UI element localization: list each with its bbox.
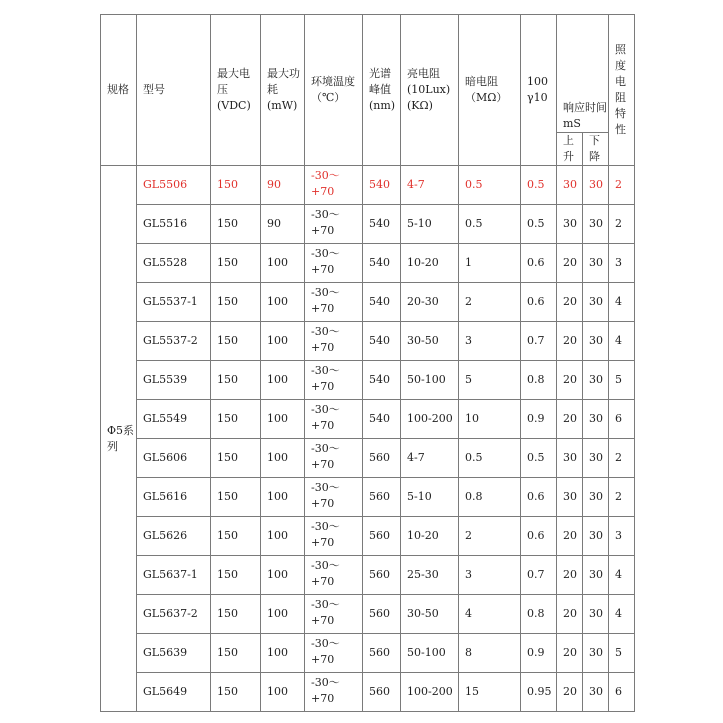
temp-low: -30～ <box>311 520 340 533</box>
cell-dark-resistance: 10 <box>459 400 521 439</box>
cell-gamma: 0.95 <box>521 673 557 712</box>
temp-high: +70 <box>311 653 335 666</box>
cell-light-resistance: 100-200 <box>401 673 459 712</box>
cell-temp <box>305 634 363 673</box>
cell-fall: 30 <box>583 244 609 283</box>
table-row <box>101 478 635 517</box>
cell-rise: 20 <box>557 400 583 439</box>
table-row <box>101 634 635 673</box>
cell-power: 90 <box>261 205 305 244</box>
spec-table <box>100 14 635 712</box>
cell-rise: 20 <box>557 595 583 634</box>
cell-light-resistance: 50-100 <box>401 361 459 400</box>
cell-temp <box>305 322 363 361</box>
cell-voltage: 150 <box>211 244 261 283</box>
cell-rise: 20 <box>557 322 583 361</box>
cell-gamma: 0.9 <box>521 634 557 673</box>
cell-rise: 30 <box>557 166 583 205</box>
header-fall: 下降 <box>583 133 609 166</box>
table-row <box>101 517 635 556</box>
header-ambient-temp: 环境温度（℃） <box>305 15 363 166</box>
cell-illumination: 3 <box>609 517 635 556</box>
temp-high: +70 <box>311 536 335 549</box>
cell-peak: 560 <box>363 517 401 556</box>
cell-temp <box>305 205 363 244</box>
header-max-voltage: 最大电压(VDC) <box>211 15 261 166</box>
table-row <box>101 244 635 283</box>
cell-illumination: 6 <box>609 400 635 439</box>
temp-low: -30～ <box>311 481 340 494</box>
cell-voltage: 150 <box>211 361 261 400</box>
temp-low: -30～ <box>311 676 340 689</box>
temp-high: +70 <box>311 497 335 510</box>
cell-light-resistance: 4-7 <box>401 439 459 478</box>
cell-voltage: 150 <box>211 478 261 517</box>
temp-low: -30～ <box>311 286 340 299</box>
cell-dark-resistance: 0.8 <box>459 478 521 517</box>
cell-voltage: 150 <box>211 517 261 556</box>
temp-low: -30～ <box>311 559 340 572</box>
cell-model: GL5537-1 <box>137 283 211 322</box>
cell-light-resistance: 50-100 <box>401 634 459 673</box>
cell-fall: 30 <box>583 634 609 673</box>
cell-power: 100 <box>261 595 305 634</box>
cell-gamma: 0.5 <box>521 439 557 478</box>
header-dark-resistance: 暗电阻（MΩ） <box>459 15 521 166</box>
cell-temp <box>305 283 363 322</box>
cell-illumination: 2 <box>609 166 635 205</box>
cell-gamma: 0.8 <box>521 361 557 400</box>
temp-low: -30～ <box>311 637 340 650</box>
table-row <box>101 205 635 244</box>
cell-gamma: 0.6 <box>521 478 557 517</box>
temp-high: +70 <box>311 614 335 627</box>
cell-power: 100 <box>261 361 305 400</box>
cell-fall: 30 <box>583 595 609 634</box>
cell-peak: 540 <box>363 361 401 400</box>
temp-high: +70 <box>311 341 335 354</box>
cell-fall: 30 <box>583 283 609 322</box>
cell-fall: 30 <box>583 361 609 400</box>
cell-voltage: 150 <box>211 595 261 634</box>
cell-temp <box>305 400 363 439</box>
cell-model: GL5649 <box>137 673 211 712</box>
cell-peak: 560 <box>363 556 401 595</box>
cell-illumination: 5 <box>609 634 635 673</box>
temp-high: +70 <box>311 419 335 432</box>
header-illumination: 照度电阻特性 <box>609 15 635 166</box>
cell-illumination: 4 <box>609 322 635 361</box>
cell-temp <box>305 244 363 283</box>
cell-peak: 540 <box>363 205 401 244</box>
table-row <box>101 322 635 361</box>
cell-gamma: 0.6 <box>521 283 557 322</box>
cell-dark-resistance: 1 <box>459 244 521 283</box>
cell-light-resistance: 25-30 <box>401 556 459 595</box>
cell-gamma: 0.8 <box>521 595 557 634</box>
header-response-time: 响应时间mS <box>557 15 609 133</box>
table-row <box>101 361 635 400</box>
cell-peak: 560 <box>363 595 401 634</box>
temp-high: +70 <box>311 185 335 198</box>
cell-light-resistance: 4-7 <box>401 166 459 205</box>
cell-fall: 30 <box>583 322 609 361</box>
cell-light-resistance: 30-50 <box>401 322 459 361</box>
cell-fall: 30 <box>583 400 609 439</box>
cell-power: 90 <box>261 166 305 205</box>
cell-dark-resistance: 2 <box>459 283 521 322</box>
table-row <box>101 439 635 478</box>
temp-high: +70 <box>311 302 335 315</box>
cell-power: 100 <box>261 400 305 439</box>
cell-illumination: 3 <box>609 244 635 283</box>
cell-peak: 540 <box>363 166 401 205</box>
temp-low: -30～ <box>311 169 340 182</box>
cell-light-resistance: 5-10 <box>401 478 459 517</box>
cell-gamma: 0.5 <box>521 205 557 244</box>
cell-dark-resistance: 4 <box>459 595 521 634</box>
table-row <box>101 283 635 322</box>
cell-model: GL5506 <box>137 166 211 205</box>
cell-dark-resistance: 8 <box>459 634 521 673</box>
cell-model: GL5549 <box>137 400 211 439</box>
cell-dark-resistance: 2 <box>459 517 521 556</box>
cell-dark-resistance: 5 <box>459 361 521 400</box>
cell-voltage: 150 <box>211 556 261 595</box>
cell-power: 100 <box>261 244 305 283</box>
gamma-top: 100 <box>527 75 548 88</box>
cell-dark-resistance: 0.5 <box>459 166 521 205</box>
cell-light-resistance: 30-50 <box>401 595 459 634</box>
header-light-resistance: 亮电阻(10Lux)(KΩ) <box>401 15 459 166</box>
cell-illumination: 4 <box>609 595 635 634</box>
cell-light-resistance: 10-20 <box>401 244 459 283</box>
cell-gamma: 0.9 <box>521 400 557 439</box>
table-row <box>101 166 635 205</box>
cell-peak: 560 <box>363 634 401 673</box>
cell-temp <box>305 556 363 595</box>
cell-voltage: 150 <box>211 322 261 361</box>
cell-temp <box>305 439 363 478</box>
cell-rise: 20 <box>557 517 583 556</box>
cell-dark-resistance: 3 <box>459 322 521 361</box>
cell-gamma: 0.7 <box>521 322 557 361</box>
cell-peak: 540 <box>363 322 401 361</box>
temp-low: -30～ <box>311 598 340 611</box>
cell-power: 100 <box>261 478 305 517</box>
table-row <box>101 556 635 595</box>
cell-fall: 30 <box>583 673 609 712</box>
cell-peak: 540 <box>363 244 401 283</box>
cell-dark-resistance: 15 <box>459 673 521 712</box>
header-max-power: 最大功耗(mW) <box>261 15 305 166</box>
cell-dark-resistance: 0.5 <box>459 205 521 244</box>
table-row <box>101 673 635 712</box>
cell-dark-resistance: 3 <box>459 556 521 595</box>
cell-model: GL5516 <box>137 205 211 244</box>
cell-power: 100 <box>261 439 305 478</box>
cell-rise: 20 <box>557 556 583 595</box>
cell-peak: 540 <box>363 283 401 322</box>
header-rise: 上升 <box>557 133 583 166</box>
header-spectral-peak: 光谱峰值(nm) <box>363 15 401 166</box>
cell-power: 100 <box>261 517 305 556</box>
cell-rise: 30 <box>557 478 583 517</box>
cell-model: GL5639 <box>137 634 211 673</box>
cell-voltage: 150 <box>211 634 261 673</box>
cell-rise: 20 <box>557 283 583 322</box>
cell-illumination: 4 <box>609 283 635 322</box>
cell-power: 100 <box>261 322 305 361</box>
header-model: 型号 <box>137 15 211 166</box>
temp-low: -30～ <box>311 403 340 416</box>
table-row <box>101 595 635 634</box>
header-gamma <box>521 15 557 166</box>
cell-gamma: 0.7 <box>521 556 557 595</box>
gamma-bottom: γ10 <box>527 91 548 104</box>
cell-gamma: 0.6 <box>521 517 557 556</box>
cell-light-resistance: 20-30 <box>401 283 459 322</box>
cell-temp <box>305 361 363 400</box>
cell-peak: 540 <box>363 400 401 439</box>
cell-power: 100 <box>261 673 305 712</box>
cell-model: GL5539 <box>137 361 211 400</box>
cell-rise: 20 <box>557 244 583 283</box>
temp-low: -30～ <box>311 442 340 455</box>
cell-model: GL5528 <box>137 244 211 283</box>
cell-fall: 30 <box>583 439 609 478</box>
cell-power: 100 <box>261 556 305 595</box>
cell-temp <box>305 517 363 556</box>
cell-temp <box>305 166 363 205</box>
cell-rise: 20 <box>557 634 583 673</box>
temp-high: +70 <box>311 380 335 393</box>
cell-power: 100 <box>261 283 305 322</box>
cell-temp <box>305 478 363 517</box>
temp-low: -30～ <box>311 208 340 221</box>
cell-model: GL5637-2 <box>137 595 211 634</box>
cell-temp <box>305 595 363 634</box>
cell-voltage: 150 <box>211 166 261 205</box>
header-series: 规格 <box>101 15 137 166</box>
cell-gamma: 0.6 <box>521 244 557 283</box>
temp-low: -30～ <box>311 325 340 338</box>
temp-high: +70 <box>311 458 335 471</box>
temp-low: -30～ <box>311 364 340 377</box>
cell-model: GL5616 <box>137 478 211 517</box>
temp-low: -30～ <box>311 247 340 260</box>
temp-high: +70 <box>311 692 335 705</box>
cell-light-resistance: 5-10 <box>401 205 459 244</box>
cell-model: GL5637-1 <box>137 556 211 595</box>
cell-illumination: 2 <box>609 478 635 517</box>
cell-illumination: 6 <box>609 673 635 712</box>
cell-illumination: 2 <box>609 439 635 478</box>
cell-voltage: 150 <box>211 439 261 478</box>
cell-peak: 560 <box>363 673 401 712</box>
temp-high: +70 <box>311 263 335 276</box>
cell-peak: 560 <box>363 439 401 478</box>
cell-rise: 30 <box>557 439 583 478</box>
cell-illumination: 5 <box>609 361 635 400</box>
cell-rise: 30 <box>557 205 583 244</box>
cell-fall: 30 <box>583 205 609 244</box>
cell-model: GL5606 <box>137 439 211 478</box>
cell-fall: 30 <box>583 556 609 595</box>
cell-power: 100 <box>261 634 305 673</box>
temp-high: +70 <box>311 224 335 237</box>
temp-high: +70 <box>311 575 335 588</box>
cell-model: GL5537-2 <box>137 322 211 361</box>
cell-light-resistance: 100-200 <box>401 400 459 439</box>
cell-voltage: 150 <box>211 205 261 244</box>
table-row <box>101 400 635 439</box>
cell-fall: 30 <box>583 517 609 556</box>
cell-rise: 20 <box>557 673 583 712</box>
cell-dark-resistance: 0.5 <box>459 439 521 478</box>
cell-light-resistance: 10-20 <box>401 517 459 556</box>
series-label: Φ5系列 <box>101 166 137 712</box>
cell-illumination: 4 <box>609 556 635 595</box>
cell-fall: 30 <box>583 166 609 205</box>
cell-peak: 560 <box>363 478 401 517</box>
cell-voltage: 150 <box>211 400 261 439</box>
cell-voltage: 150 <box>211 673 261 712</box>
cell-rise: 20 <box>557 361 583 400</box>
cell-fall: 30 <box>583 478 609 517</box>
cell-gamma: 0.5 <box>521 166 557 205</box>
cell-model: GL5626 <box>137 517 211 556</box>
cell-voltage: 150 <box>211 283 261 322</box>
cell-illumination: 2 <box>609 205 635 244</box>
cell-temp <box>305 673 363 712</box>
